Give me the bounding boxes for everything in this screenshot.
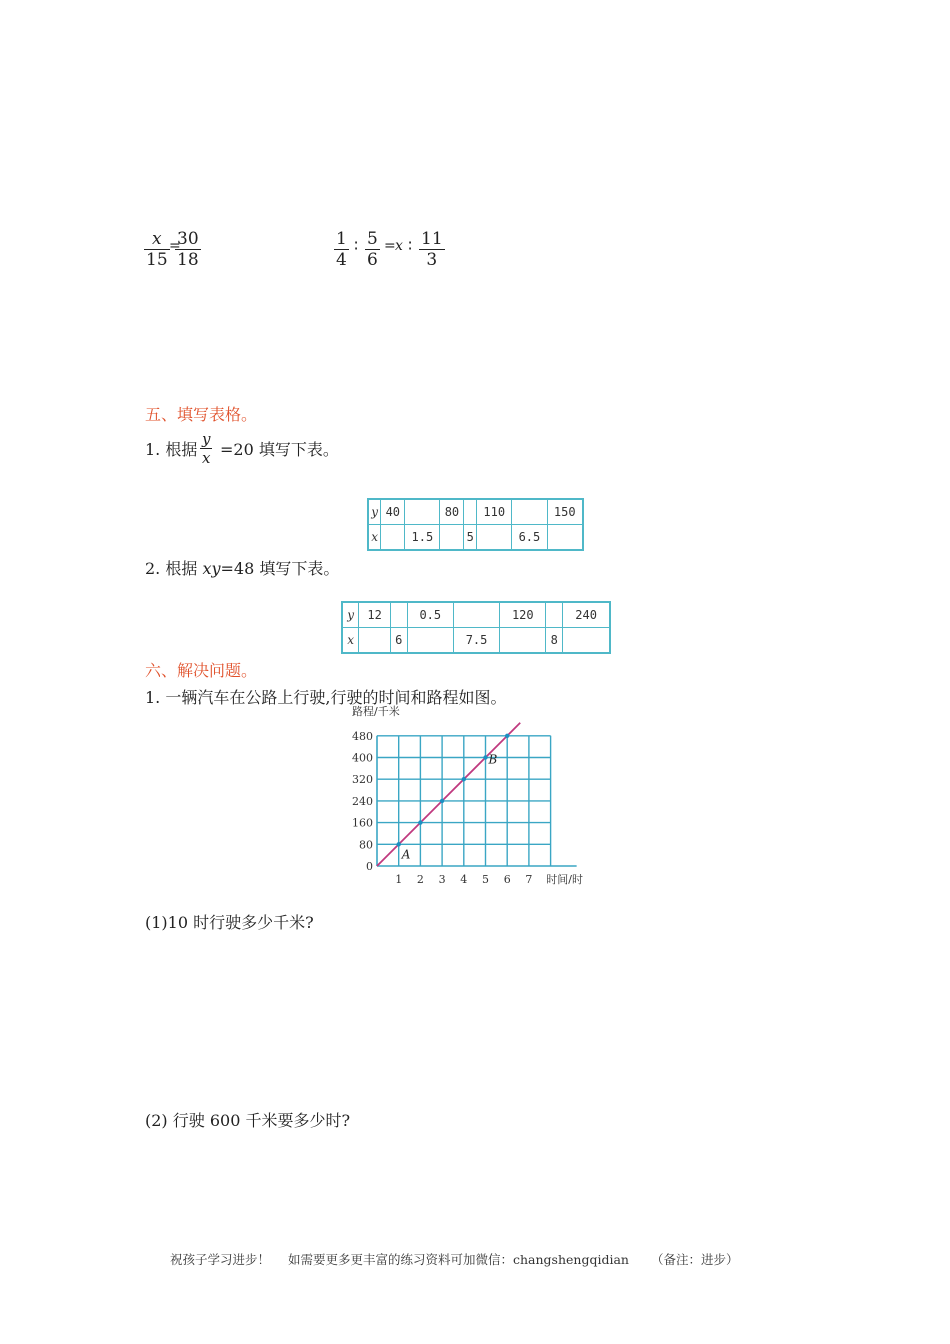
section6-q1: 1. 一辆汽车在公路上行驶,行驶的时间和路程如图。: [145, 688, 507, 707]
table-1-cell: [405, 499, 440, 525]
x-tick-label: 7: [525, 873, 533, 886]
section5-q2: [145, 556, 339, 579]
table-1-cell: [464, 499, 477, 525]
x-tick-label: 1: [395, 873, 403, 886]
eq2-b-numerator: 5: [367, 229, 378, 249]
data-point: [440, 799, 444, 803]
section5-q2-suffix: =48 填写下表。: [220, 559, 340, 578]
eq2-c-denominator: 3: [426, 250, 438, 270]
table-1-cell: y: [368, 499, 381, 525]
table-1: [367, 498, 584, 551]
eq1-rhs-fraction: [175, 229, 201, 270]
table-2-cell: [500, 628, 546, 654]
data-point: [462, 777, 466, 781]
section5-q2-prefix: 2. 根据: [145, 559, 203, 578]
footer-text-2: 如需要更多更丰富的练习资料可加微信：changshengqidian: [287, 1252, 629, 1267]
footer: [170, 1250, 738, 1268]
section6-sub1: (1)10 时行驶多少千米?: [145, 913, 314, 932]
table-2-cell: [546, 602, 563, 628]
y-tick-label: 80: [359, 838, 373, 852]
eq2-a-denominator: 4: [336, 250, 347, 270]
table-2-cell: 7.5: [453, 628, 499, 654]
eq2-variable: x: [395, 238, 403, 254]
x-tick-label: 5: [482, 873, 489, 886]
y-tick-label: 480: [352, 729, 373, 743]
x-tick-label: 6: [503, 873, 511, 886]
table-1-cell: 80: [440, 499, 464, 525]
data-point: [397, 842, 401, 846]
table-2-cell: 120: [500, 602, 546, 628]
data-point: [418, 820, 422, 824]
eq2-b-denominator: 6: [367, 250, 378, 270]
table-2-cell: [359, 628, 391, 654]
table-2-row-y: [342, 602, 610, 628]
eq1-lhs-numerator: x: [144, 229, 170, 250]
table-2-cell: 8: [546, 628, 563, 654]
eq2-a-fraction: [334, 229, 349, 270]
y-tick-label: 320: [352, 773, 373, 787]
table-1-cell: 110: [477, 499, 512, 525]
table-2-cell: [453, 602, 499, 628]
section5-title: 五、填写表格。: [145, 405, 258, 424]
y-tick-label: 240: [352, 794, 373, 808]
section5-q2-variable: xy: [202, 559, 221, 578]
eq1-lhs-denominator: 15: [146, 250, 168, 270]
table-2-cell: 6: [390, 628, 407, 654]
table-1-cell: 40: [381, 499, 405, 525]
eq2-equals: =: [384, 238, 396, 254]
table-1-cell: [440, 525, 464, 551]
section5-q1-fraction: [200, 430, 212, 467]
table-1-row-x: [368, 525, 583, 551]
eq1-rhs-denominator: 18: [177, 250, 199, 270]
eq1-lhs-fraction: [144, 229, 170, 270]
distance-time-chart: [340, 700, 610, 890]
eq2-colon-2: ∶: [408, 236, 413, 255]
table-1-cell: [477, 525, 512, 551]
table-2-cell: [390, 602, 407, 628]
eq2-colon-1: ∶: [354, 236, 359, 255]
data-point: [483, 755, 487, 759]
table-1-cell: 1.5: [405, 525, 440, 551]
section6-title: 六、解决问题。: [145, 661, 258, 680]
table-1-cell: 5: [464, 525, 477, 551]
table-2-cell: 12: [359, 602, 391, 628]
y-tick-label: 160: [352, 816, 373, 830]
section5-q1-denominator: x: [202, 449, 211, 467]
table-2-cell: [563, 628, 610, 654]
section5-q1-numerator: y: [202, 430, 211, 448]
table-2-cell: x: [342, 628, 359, 654]
table-2-cell: 0.5: [407, 602, 453, 628]
table-2-cell: [407, 628, 453, 654]
table-1-row-y: [368, 499, 583, 525]
table-1-cell: 150: [547, 499, 583, 525]
x-tick-label: 3: [438, 873, 446, 886]
table-1-cell: 6.5: [512, 525, 547, 551]
table-2-cell: 240: [563, 602, 610, 628]
table-2-cell: y: [342, 602, 359, 628]
eq2-c-numerator: 11: [421, 229, 443, 249]
footer-text-1: 祝孩子学习进步！: [170, 1252, 271, 1267]
y-tick-label: 0: [366, 860, 373, 873]
eq2-b-fraction: [365, 229, 380, 270]
x-tick-label: 4: [460, 873, 468, 886]
data-point: [505, 734, 509, 738]
table-1-cell: [547, 525, 583, 551]
point-label: A: [401, 847, 411, 862]
x-axis-label: 时间/时: [546, 873, 583, 886]
y-axis-label: 路程/千米: [352, 705, 400, 718]
section5-q1-suffix: =20 填写下表。: [220, 440, 339, 459]
table-2-row-x: [342, 628, 610, 654]
x-tick-label: 2: [416, 873, 424, 886]
eq2-c-fraction: [419, 229, 445, 270]
table-1-cell: [512, 499, 547, 525]
section6-sub2: (2) 行驶 600 千米要多少时?: [145, 1111, 351, 1130]
point-label: B: [488, 752, 498, 767]
eq1-rhs-numerator: 30: [177, 229, 199, 249]
table-2: [341, 601, 611, 654]
footer-text-3: （备注：进步）: [650, 1252, 739, 1267]
table-1-cell: x: [368, 525, 381, 551]
y-tick-label: 400: [352, 751, 373, 765]
section5-q1-prefix: 1. 根据: [145, 440, 198, 459]
eq2-a-numerator: 1: [336, 229, 347, 249]
eq1-equals: =: [169, 238, 181, 254]
table-1-cell: [381, 525, 405, 551]
